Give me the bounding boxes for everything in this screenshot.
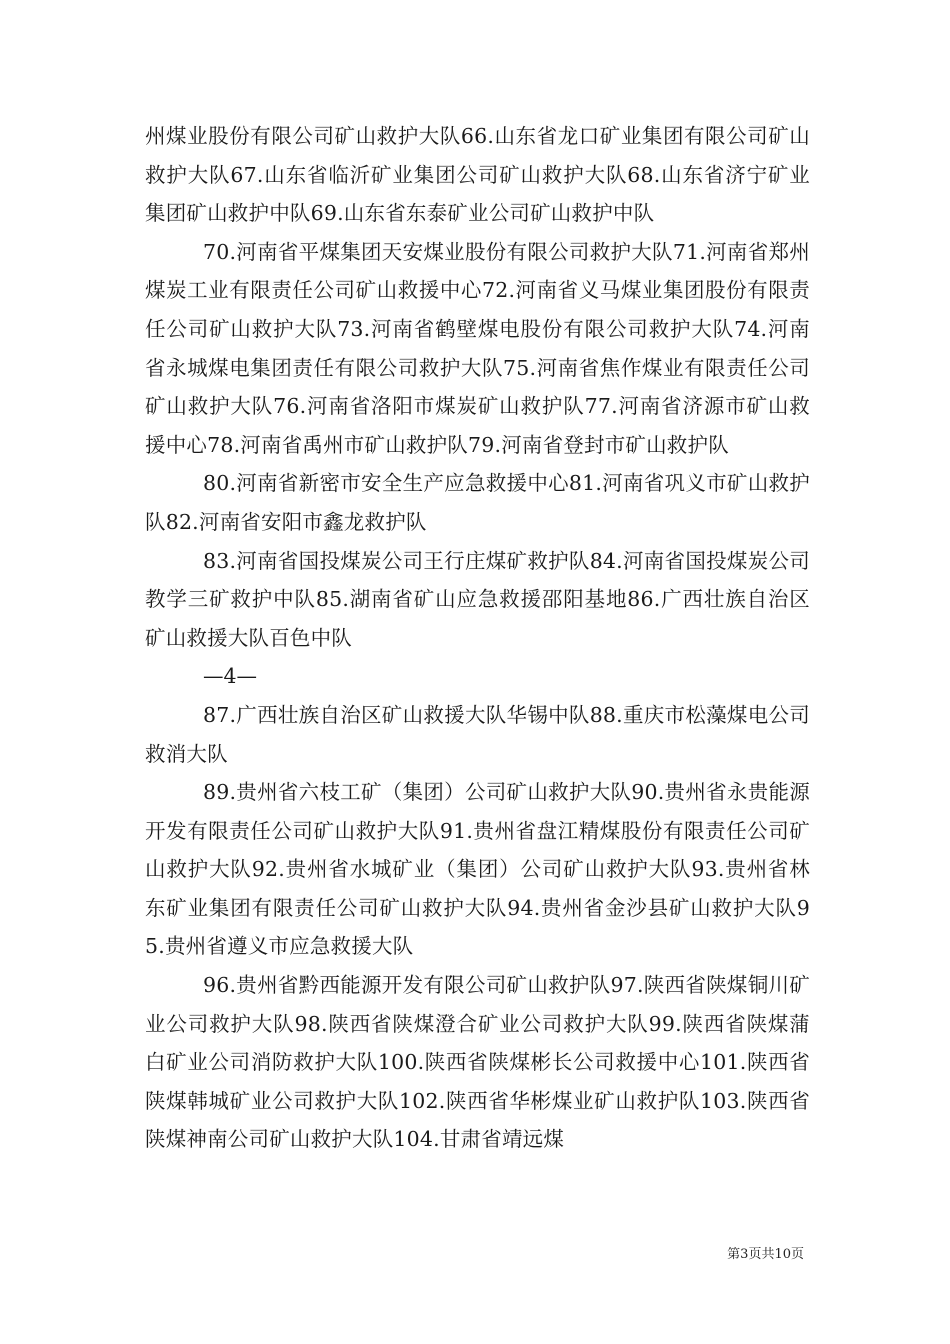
inline-page-marker: —4— bbox=[203, 664, 258, 689]
paragraph-4: 83.河南省国投煤炭公司王行庄煤矿救护队84.河南省国投煤炭公司教学三矿救护中队85.湖南省矿山应急救援邵阳基地86.广西壮族自治区矿山救援大队百色中队 bbox=[145, 548, 810, 650]
paragraph-2: 70.河南省平煤集团天安煤业股份有限公司救护大队71.河南省郑州煤炭工业有限责任公司矿山救援中心72.河南省义马煤业集团股份有限责任公司矿山救护大队73.河南省鹤壁煤电股份有限公司救护大队74.河南省永城煤电集团责任有限公司救护大队75.河南省焦作煤业有限责任公司矿山救护大队76.河南省洛阳市煤炭矿山救护队77.河南省济源市矿山救援中心78.河南省禹州市矿山救护队79.河南省登封市矿山救护队 bbox=[145, 239, 810, 457]
paragraph-5: 87.广西壮族自治区矿山救援大队华锡中队88.重庆市松藻煤电公司救消大队 bbox=[145, 702, 810, 766]
paragraph-1: 州煤业股份有限公司矿山救护大队66.山东省龙口矿业集团有限公司矿山救护大队67.山东省临沂矿业集团公司矿山救护大队68.山东省济宁矿业集团矿山救护中队69.山东省东泰矿业公司矿山救护中队 bbox=[145, 124, 810, 226]
paragraph-7: 96.贵州省黔西能源开发有限公司矿山救护队97.陕西省陕煤铜川矿业公司救护大队98.陕西省陕煤澄合矿业公司救护大队99.陕西省陕煤蒲白矿业公司消防救护大队100.陕西省陕煤彬长公司救援中心101.陕西省陕煤韩城矿业公司救护大队102.陕西省华彬煤业矿山救护队103.陕西省陕煤神南公司矿山救护大队104.甘肃省靖远煤 bbox=[145, 973, 810, 1152]
page-footer: 第3页共10页 bbox=[727, 1247, 804, 1262]
document-body bbox=[145, 117, 810, 1159]
paragraph-6: 89.贵州省六枝工矿（集团）公司矿山救护大队90.贵州省永贵能源开发有限责任公司矿山救护大队91.贵州省盘江精煤股份有限责任公司矿山救护大队92.贵州省水城矿业（集团）公司矿山救护大队93.贵州省林东矿业集团有限责任公司矿山救护大队94.贵州省金沙县矿山救护大队95.贵州省遵义市应急救援大队 bbox=[145, 780, 810, 959]
paragraph-3: 80.河南省新密市安全生产应急救援中心81.河南省巩义市矿山救护队82.河南省安阳市鑫龙救护队 bbox=[145, 471, 810, 534]
